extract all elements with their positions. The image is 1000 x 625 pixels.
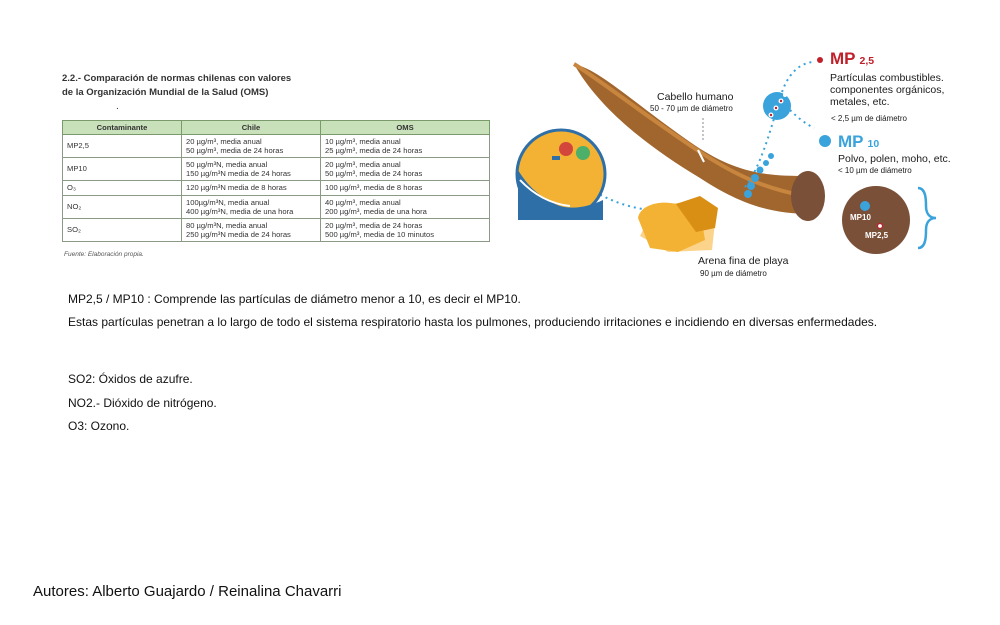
definition-o3: O3: Ozono. (68, 419, 130, 433)
section-title-line1: 2.2.- Comparación de normas chilenas con valores (62, 73, 292, 84)
mp25-size: < 2,5 µm de diámetro (831, 114, 907, 123)
header-chile: Chile (182, 121, 321, 135)
sand-grain-illustration (638, 196, 718, 252)
table-source: Fuente: Elaboración propia. (64, 251, 144, 258)
bullet-dot: . (116, 101, 119, 112)
mp25-marker (817, 57, 823, 63)
cell-contaminant: MP2,5 (63, 135, 182, 158)
cell-contaminant: O₃ (63, 181, 182, 196)
cell-chile: 80 µg/m³N, media anual 250 µg/m³N media de 24 horas (182, 219, 321, 242)
hair-label: Cabello humano (657, 91, 734, 103)
cell-chile: 20 µg/m³, media anual 50 µg/m³, media de 24 horas (182, 135, 321, 158)
mp25-description: Partículas combustibles. componentes orgánicos, metales, etc. (830, 72, 945, 108)
beach-illustration (517, 130, 605, 220)
definition-so2: SO2: Óxidos de azufre. (68, 372, 193, 386)
definition-no2: NO2.- Dióxido de nitrógeno. (68, 396, 217, 410)
section-title-line2: de la Organización Mundial de la Salud (OMS) (62, 87, 269, 98)
cell-oms: 20 µg/m³, media anual 50 µg/m³, media de 24 horas (321, 158, 490, 181)
paragraph-mp-effects: Estas partículas penetran a lo largo de todo el sistema respiratorio hasta los pulmones, produciendo irritaciones e incidiendo en diversas enfermedades. (68, 315, 878, 329)
hair-size: 50 - 70 µm de diámetro (650, 104, 733, 113)
mp10-title: MP 10 (838, 132, 880, 151)
mp10-description: Polvo, polen, moho, etc. (838, 153, 951, 165)
sand-label: Arena fina de playa (698, 255, 789, 267)
cell-contaminant: MP10 (63, 158, 182, 181)
cell-chile: 100µg/m³N, media anual 400 µg/m³N, media de una hora (182, 196, 321, 219)
header-oms: OMS (321, 121, 490, 135)
circle-label-mp25: MP2,5 (865, 231, 889, 240)
cell-chile: 120 µg/m³N media de 8 horas (182, 181, 321, 196)
circle-label-mp10: MP10 (850, 213, 871, 222)
brace-icon (918, 188, 936, 248)
cell-contaminant: NO₂ (63, 196, 182, 219)
cell-oms: 100 µg/m³, media de 8 horas (321, 181, 490, 196)
mp10-marker (819, 135, 831, 147)
cell-contaminant: SO₂ (63, 219, 182, 242)
cell-oms: 40 µg/m³, media anual 200 µg/m³, media de una hora (321, 196, 490, 219)
cell-oms: 20 µg/m³, media de 24 horas 500 µg/m³, media de 10 minutos (321, 219, 490, 242)
cell-chile: 50 µg/m³N, media anual 150 µg/m³N media de 24 horas (182, 158, 321, 181)
authors-credit: Autores: Alberto Guajardo / Reinalina Chavarri (33, 583, 342, 600)
sand-size: 90 µm de diámetro (700, 269, 767, 278)
header-contaminante: Contaminante (63, 121, 182, 135)
cell-oms: 10 µg/m³, media anual 25 µg/m³, media de 24 horas (321, 135, 490, 158)
paragraph-mp-definition: MP2,5 / MP10 : Comprende las partículas de diámetro menor a 10, es decir el MP10. (68, 292, 521, 306)
mp10-size: < 10 µm de diámetro (838, 166, 912, 175)
hair-cross-section (791, 171, 825, 221)
mp25-title: MP 2,5 (830, 49, 875, 68)
